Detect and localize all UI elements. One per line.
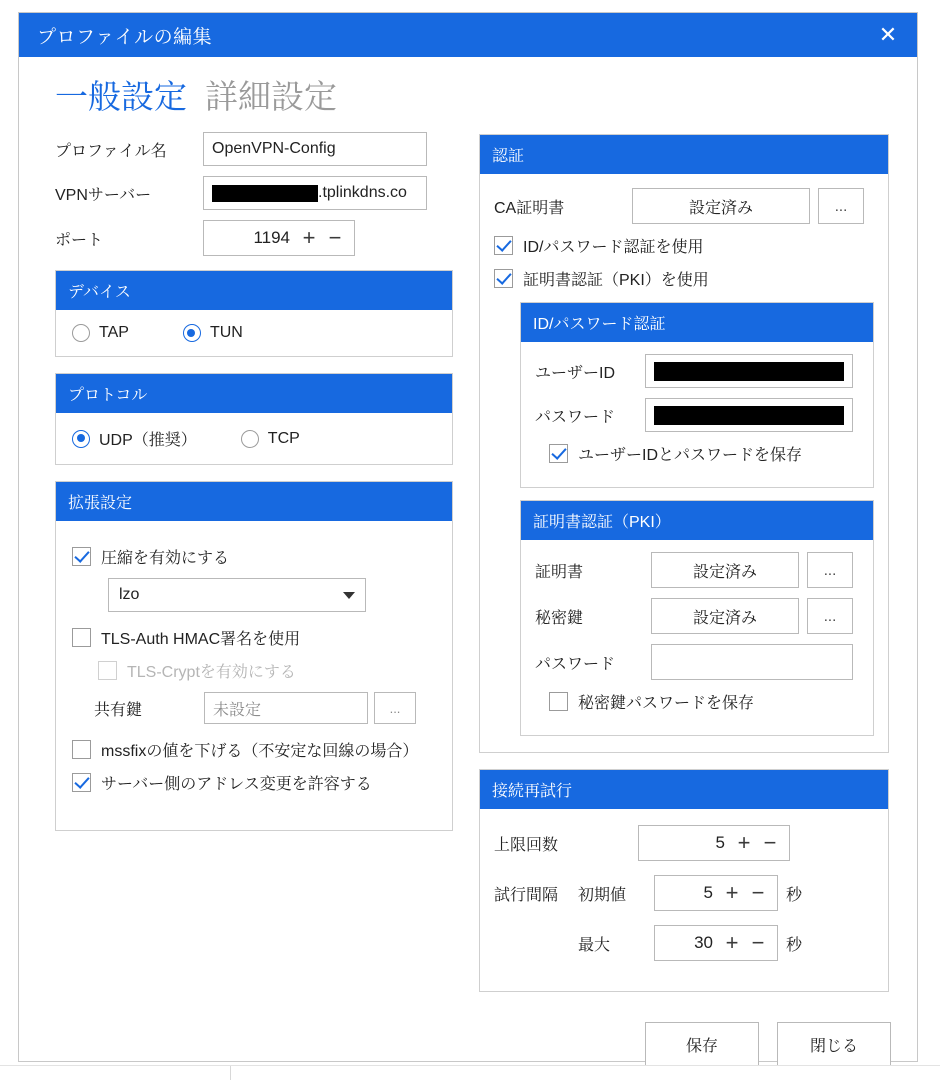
- max-interval-unit: 秒: [786, 932, 802, 955]
- max-count-label: 上限回数: [494, 832, 638, 855]
- redacted-user-id: [654, 362, 844, 381]
- max-count-decrement-icon[interactable]: −: [757, 832, 783, 854]
- use-pki-checkbox[interactable]: [494, 269, 513, 288]
- userpass-subgroup-body: [521, 342, 873, 487]
- initial-interval-increment-icon[interactable]: +: [719, 882, 745, 904]
- chevron-down-icon: [343, 592, 355, 599]
- use-userpass-label: ID/パスワード認証を使用: [523, 234, 703, 257]
- radio-tcp-icon[interactable]: [241, 430, 259, 448]
- ca-cert-row: [494, 188, 874, 224]
- key-password-row: [535, 644, 859, 680]
- key-password-input[interactable]: [651, 644, 853, 680]
- compression-select-value: lzo: [119, 586, 139, 604]
- interval-max-row: [494, 925, 874, 961]
- device-option-tun-label: TUN: [210, 324, 243, 342]
- retry-group-body: [480, 809, 888, 991]
- initial-interval-stepper[interactable]: [654, 875, 778, 911]
- key-password-label: パスワード: [535, 651, 651, 674]
- port-stepper[interactable]: [203, 220, 355, 256]
- close-icon[interactable]: ✕: [873, 20, 903, 50]
- device-radio-row: [72, 324, 436, 342]
- tab-advanced[interactable]: 詳細設定: [205, 71, 337, 118]
- tls-crypt-checkbox: [98, 661, 117, 680]
- max-interval-value: 30: [663, 933, 719, 953]
- max-interval-label: 最大: [578, 932, 654, 955]
- initial-interval-decrement-icon[interactable]: −: [745, 882, 771, 904]
- cert-input[interactable]: 設定済み: [651, 552, 799, 588]
- user-id-input[interactable]: [645, 354, 853, 388]
- max-interval-decrement-icon[interactable]: −: [745, 932, 771, 954]
- ca-cert-browse-button[interactable]: ...: [818, 188, 864, 224]
- advanced-group: [55, 481, 453, 831]
- auth-group-title: 認証: [480, 135, 888, 174]
- max-count-value: 5: [647, 833, 731, 853]
- left-column: [55, 132, 453, 847]
- mssfix-label: mssfixの値を下げる（不安定な回線の場合）: [101, 738, 418, 761]
- initial-interval-unit: 秒: [786, 882, 802, 905]
- use-pki-row[interactable]: [494, 267, 874, 290]
- window-title: プロファイルの編集: [37, 22, 212, 49]
- use-userpass-checkbox[interactable]: [494, 236, 513, 255]
- save-credentials-row[interactable]: [549, 442, 859, 465]
- tls-crypt-checkbox-row: [98, 659, 436, 682]
- pki-subgroup-body: [521, 540, 873, 735]
- shared-key-browse-button[interactable]: ...: [374, 692, 416, 724]
- tls-crypt-label: TLS-Cryptを有効にする: [127, 659, 296, 682]
- profile-name-label: プロファイル名: [55, 138, 203, 161]
- port-row: [55, 220, 453, 256]
- protocol-option-tcp[interactable]: [241, 430, 300, 448]
- ca-cert-label: CA証明書: [494, 195, 632, 218]
- device-option-tap-label: TAP: [99, 324, 129, 342]
- initial-interval-value: 5: [663, 883, 719, 903]
- float-checkbox-row[interactable]: [72, 771, 436, 794]
- private-key-browse-button[interactable]: ...: [807, 598, 853, 634]
- protocol-option-udp[interactable]: [72, 427, 197, 450]
- dialog-footer: [645, 1022, 891, 1066]
- save-button[interactable]: 保存: [645, 1022, 759, 1066]
- vpn-server-label: VPNサーバー: [55, 182, 203, 205]
- window-titlebar: [19, 13, 917, 57]
- cert-row: [535, 552, 859, 588]
- advanced-group-body: [56, 521, 452, 830]
- auth-group-body: [480, 174, 888, 752]
- redacted-host: [212, 185, 318, 202]
- device-option-tun[interactable]: [183, 324, 243, 342]
- protocol-group: [55, 373, 453, 465]
- tab-bar: [19, 57, 917, 124]
- port-increment-icon[interactable]: +: [296, 227, 322, 249]
- save-credentials-label: ユーザーIDとパスワードを保存: [578, 442, 802, 465]
- taskbar: [0, 1065, 940, 1080]
- cert-browse-button[interactable]: ...: [807, 552, 853, 588]
- pki-subgroup: [520, 500, 874, 736]
- ca-cert-input[interactable]: 設定済み: [632, 188, 810, 224]
- shared-key-label: 共有鍵: [94, 697, 204, 720]
- profile-name-row: [55, 132, 453, 166]
- tls-auth-checkbox[interactable]: [72, 628, 91, 647]
- tls-auth-label: TLS-Auth HMAC署名を使用: [101, 626, 300, 649]
- protocol-option-tcp-label: TCP: [268, 430, 300, 448]
- user-id-row: [535, 354, 859, 388]
- max-interval-stepper[interactable]: [654, 925, 778, 961]
- protocol-option-udp-label: UDP（推奨）: [99, 427, 197, 450]
- tls-auth-checkbox-row[interactable]: [72, 626, 436, 649]
- save-key-password-row[interactable]: [549, 690, 859, 713]
- radio-udp-icon[interactable]: [72, 430, 90, 448]
- userpass-subgroup-title: ID/パスワード認証: [521, 303, 873, 342]
- float-checkbox[interactable]: [72, 773, 91, 792]
- port-decrement-icon[interactable]: −: [322, 227, 348, 249]
- auth-group: [479, 134, 889, 753]
- interval-label: 試行間隔: [494, 882, 578, 905]
- pki-subgroup-title: 証明書認証（PKI）: [521, 501, 873, 540]
- user-id-label: ユーザーID: [535, 360, 645, 383]
- right-column: [479, 134, 889, 1008]
- vpn-server-row: [55, 176, 453, 210]
- max-count-stepper[interactable]: [638, 825, 790, 861]
- mssfix-checkbox-row[interactable]: [72, 738, 436, 761]
- redacted-password: [654, 406, 844, 425]
- dialog-body: [19, 124, 917, 1084]
- retry-group: [479, 769, 889, 992]
- private-key-row: [535, 598, 859, 634]
- userpass-subgroup: [520, 302, 874, 488]
- compression-label: 圧縮を有効にする: [101, 545, 229, 568]
- use-pki-label: 証明書認証（PKI）を使用: [523, 267, 709, 290]
- compression-checkbox-row[interactable]: [72, 545, 436, 568]
- save-key-password-checkbox[interactable]: [549, 692, 568, 711]
- compression-checkbox[interactable]: [72, 547, 91, 566]
- initial-label: 初期値: [578, 882, 654, 905]
- advanced-group-title: 拡張設定: [56, 482, 452, 521]
- device-group-body: [56, 310, 452, 356]
- port-value: 1194: [212, 228, 296, 248]
- password-input[interactable]: [645, 398, 853, 432]
- radio-tap-icon[interactable]: [72, 324, 90, 342]
- protocol-radio-row: [72, 427, 436, 450]
- password-label: パスワード: [535, 404, 645, 427]
- protocol-group-body: [56, 413, 452, 464]
- edit-profile-window: [18, 12, 918, 1062]
- save-credentials-checkbox[interactable]: [549, 444, 568, 463]
- device-option-tap[interactable]: [72, 324, 129, 342]
- private-key-label: 秘密鍵: [535, 605, 651, 628]
- compression-select[interactable]: [108, 578, 366, 612]
- device-group: [55, 270, 453, 357]
- shared-key-input[interactable]: 未設定: [204, 692, 368, 724]
- interval-initial-row: [494, 875, 874, 911]
- radio-tun-icon[interactable]: [183, 324, 201, 342]
- profile-name-input[interactable]: OpenVPN-Config: [203, 132, 427, 166]
- max-count-increment-icon[interactable]: +: [731, 832, 757, 854]
- float-label: サーバー側のアドレス変更を許容する: [101, 771, 372, 794]
- mssfix-checkbox[interactable]: [72, 740, 91, 759]
- device-group-title: デバイス: [56, 271, 452, 310]
- password-row: [535, 398, 859, 432]
- shared-key-row: [94, 692, 436, 724]
- port-label: ポート: [55, 227, 203, 250]
- cert-label: 証明書: [535, 559, 651, 582]
- max-count-row: [494, 825, 874, 861]
- max-interval-increment-icon[interactable]: +: [719, 932, 745, 954]
- tab-general[interactable]: 一般設定: [55, 71, 187, 118]
- use-userpass-row[interactable]: [494, 234, 874, 257]
- retry-group-title: 接続再試行: [480, 770, 888, 809]
- private-key-input[interactable]: 設定済み: [651, 598, 799, 634]
- close-button[interactable]: 閉じる: [777, 1022, 891, 1066]
- vpn-server-input[interactable]: [203, 176, 427, 210]
- vpn-server-suffix: .tplinkdns.co: [318, 184, 407, 202]
- protocol-group-title: プロトコル: [56, 374, 452, 413]
- save-key-password-label: 秘密鍵パスワードを保存: [578, 690, 754, 713]
